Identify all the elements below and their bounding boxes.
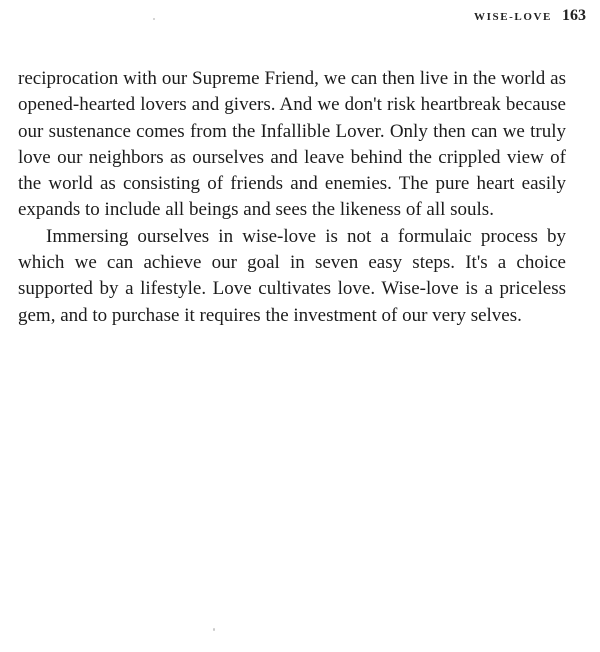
running-head — [474, 7, 586, 25]
paragraph-1: reciprocation with our Supreme Friend, we can then live in the world as opened-hearted lovers and givers. And we don't risk heartbreak because our sustenance comes from the Infallible Lover. Only then can we truly love our neighbors as ourselves and leave behind the crippled view of the world as consisting of friends and enemies. The pure heart easily expands to include all beings and sees the likeness of all souls. — [18, 68, 566, 221]
running-title: WISE-LOVE — [474, 11, 552, 23]
scan-speck-top — [153, 18, 155, 20]
body-text — [18, 66, 566, 329]
page-number: 163 — [562, 7, 586, 24]
scan-speck-bottom — [213, 628, 215, 631]
paragraph-2: Immersing ourselves in wise-love is not a formulaic process by which we can achieve our goal in seven easy steps. It's a choice supported by a lifestyle. Love cultivates love. Wise-love is a priceless gem, and to purchase it requires the investment of our very selves. — [18, 225, 566, 326]
